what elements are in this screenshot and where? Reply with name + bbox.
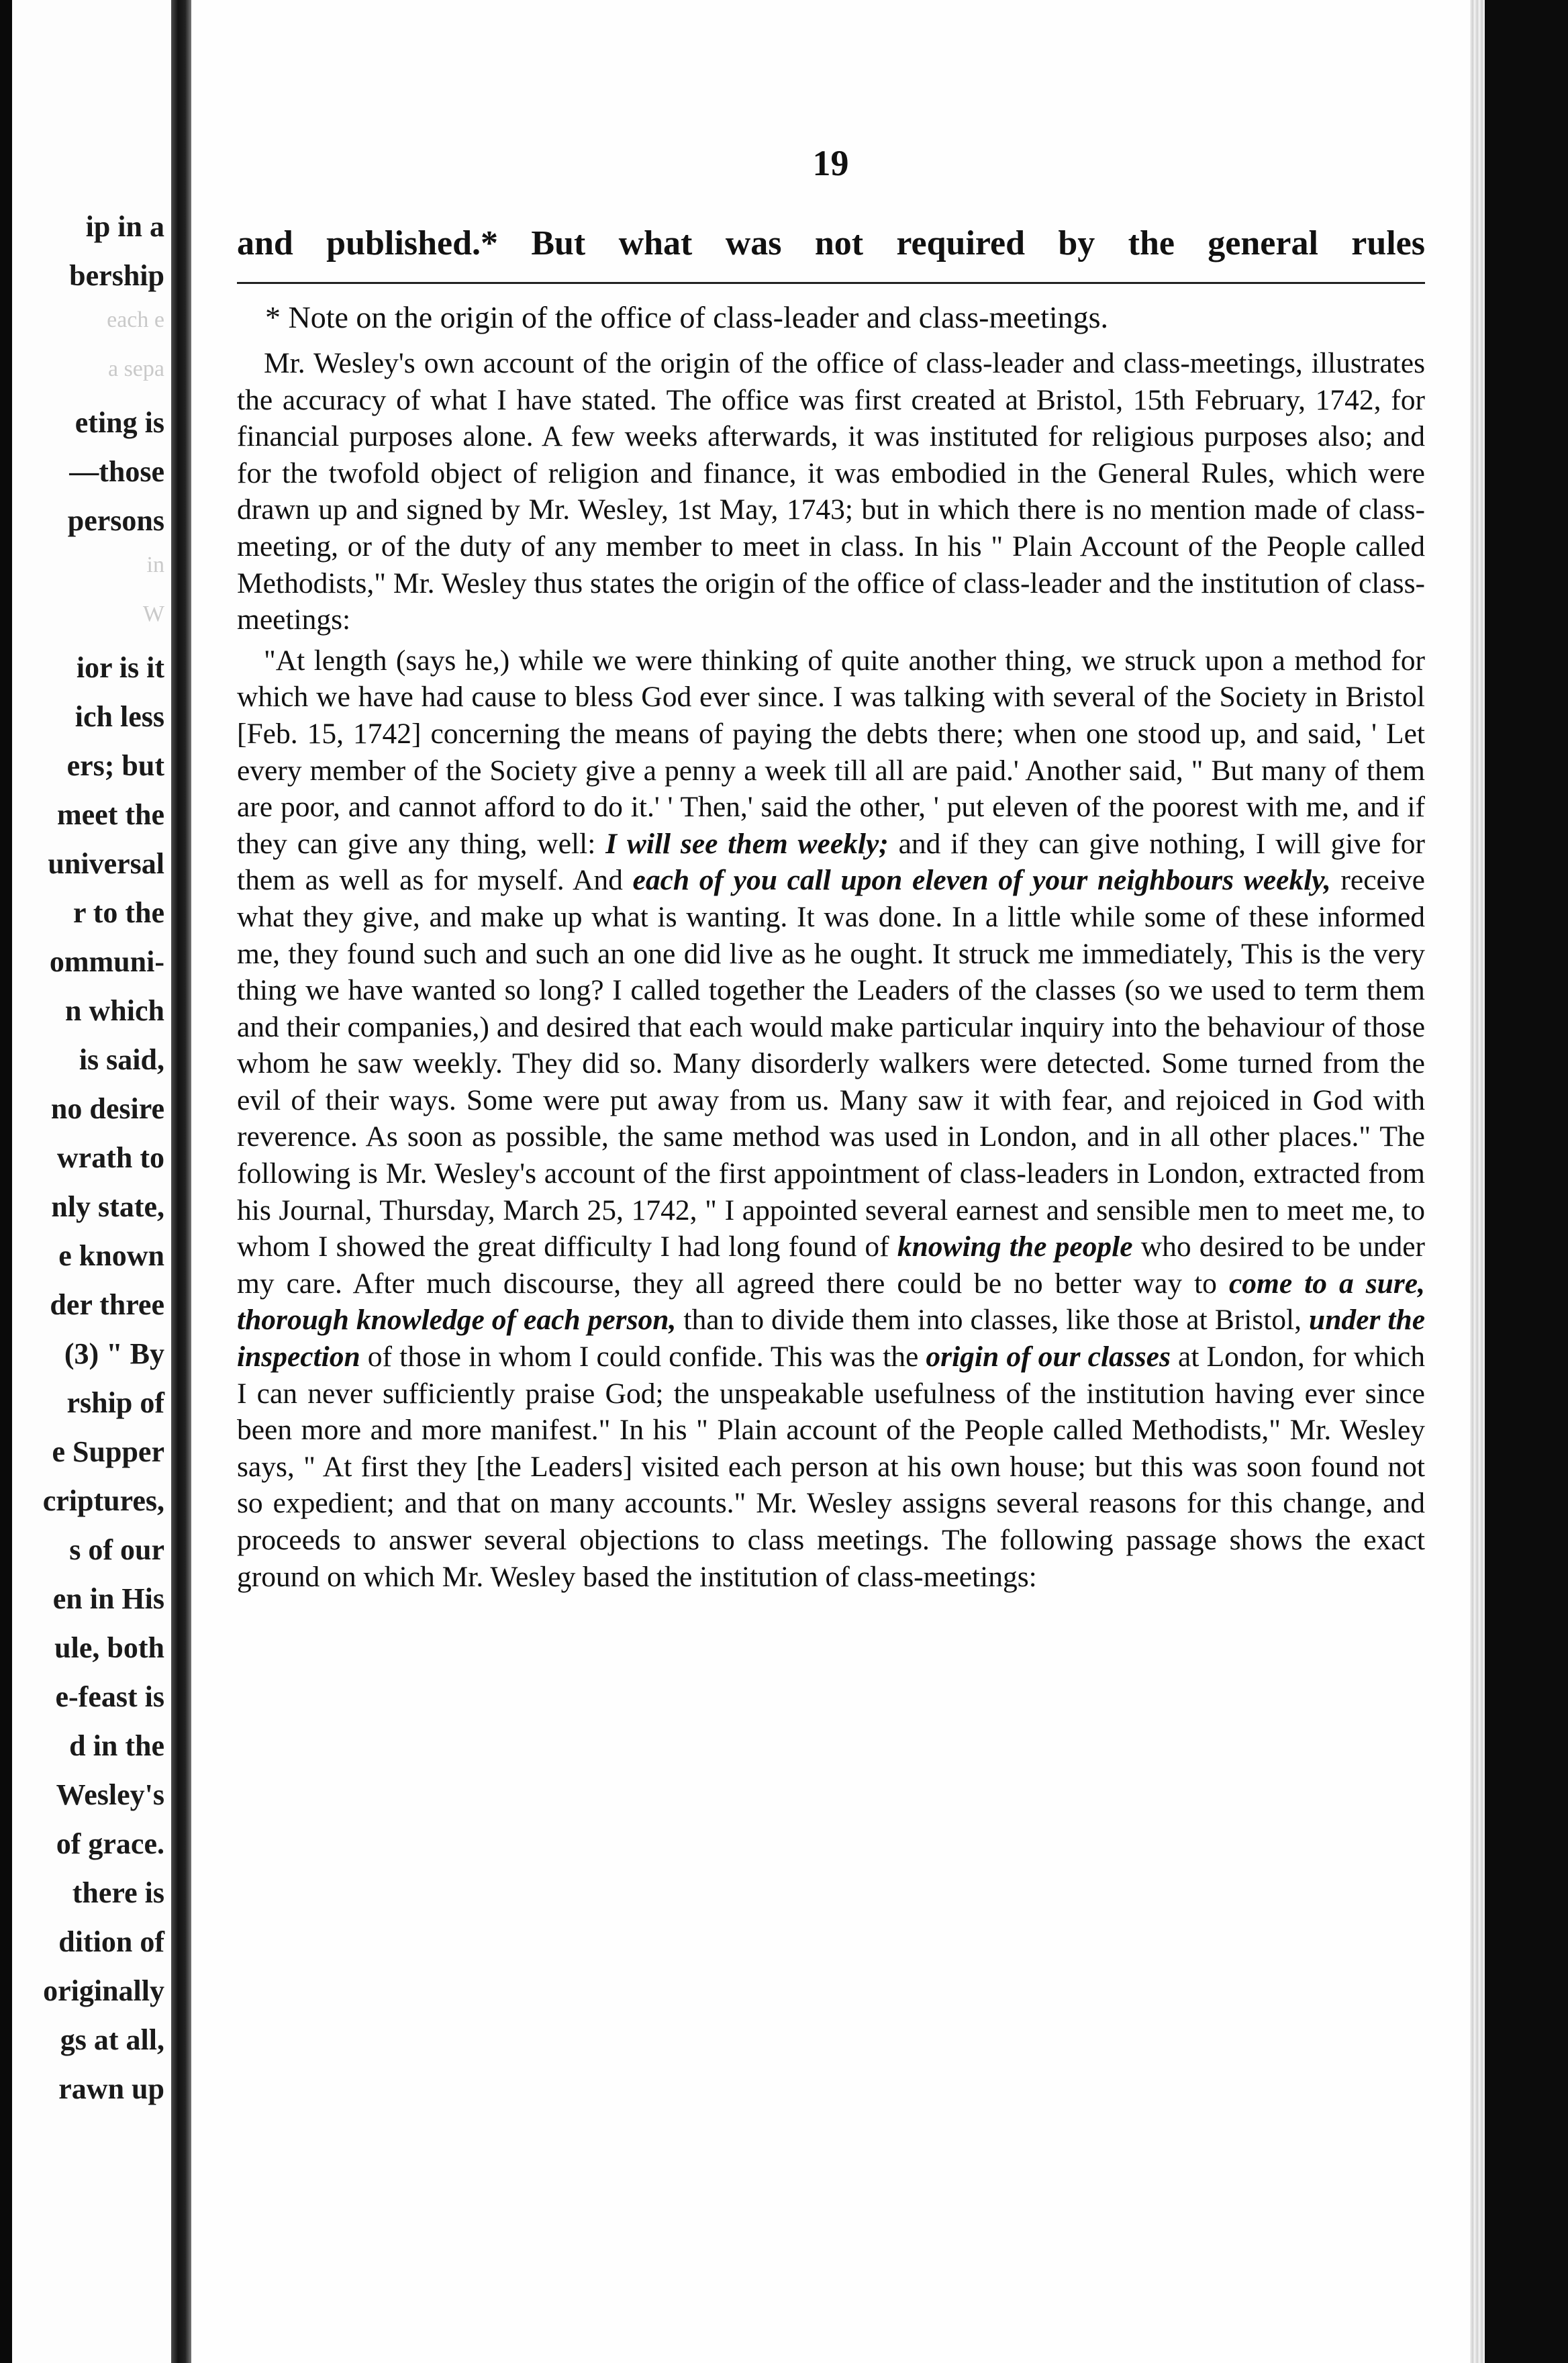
footnote-text: who desired to be under my care. After much discourse, they all agreed there could be no better way to (237, 1231, 1425, 1300)
facing-page-fragment (12, 0, 171, 2363)
facing-page-line: ip in a (85, 210, 164, 243)
footnote-emphasis: each of you call upon eleven of your neighbours weekly, (632, 864, 1331, 897)
footnote-text: of those in whom I could confide. This was the (360, 1341, 926, 1373)
footnote-text: at London, for which I can never sufficiently praise God; the unspeakable usefulness of the institution having ever since been more and more manifest." In his " Plain account of the People called Methodists," Mr. Wesley says, " At first they [the Leaders] visited each person at his own house; but this was soon found not so expedient; and that on many accounts." Mr. Wesley assigns several reasons for this change, and proceeds to answer several objections to class meetings. The following passage shows the exact ground on which Mr. Wesley based the institution of class-meetings: (237, 1341, 1425, 1593)
facing-page-line: a sepa (107, 356, 164, 381)
facing-page-line: en in His (52, 1582, 164, 1615)
footnote-emphasis: under the inspection (237, 1304, 1426, 1373)
footnote-emphasis: come to a sure, thorough knowledge of each person, (237, 1267, 1425, 1337)
facing-page-line: each e (107, 307, 164, 332)
footnote-body (237, 345, 1425, 1595)
facing-page-line: there is (72, 1876, 164, 1909)
facing-page-line: d in the (69, 1729, 164, 1762)
facing-page-line: universal (48, 847, 164, 880)
facing-page-line: meet the (56, 798, 164, 831)
facing-page-line: —those (69, 455, 164, 488)
facing-page-line: persons (67, 504, 164, 537)
facing-page-line: originally (43, 1974, 164, 2007)
facing-page-line: ich less (75, 700, 164, 733)
facing-page-line: ers; but (66, 749, 164, 782)
footnote-paragraph-2 (237, 642, 1425, 1595)
footnote-paragraph-1: Mr. Wesley's own account of the origin of the office of class-leader and class-meetings, illustrates the accuracy of what I have stated. The office was first created at Bristol, 15th February, 1742, for financial purposes alone. A few weeks afterwards, it was instituted for religious purposes also; and for the twofold object of religion and finance, it was embodied in the General Rules, which were drawn up and signed by Mr. Wesley, 1st May, 1743; but in which there is no mention made of class-meeting, or of the duty of any member to meet in class. In his " Plain Account of the People called Methodists," Mr. Wesley thus states the origin of the office of class-leader and the institution of class-meetings: (237, 347, 1425, 636)
footnote-text: "At length (says he,) while we were thinking of quite another thing, we struck upon a method for which we have had cause to bless God ever since. I was talking with several of the Society in Bristol [Feb. 15, 1742] concerning the means of paying the debts there; when one stood up, and said, ' Let every member of the Society give a penny a week till all are paid.' Another said, " But many of them are poor, and cannot afford to do it.' ' Then,' said the other, ' put eleven of the poorest with me, and if they can give any thing, well: (237, 644, 1425, 860)
facing-page-line: rawn up (58, 2072, 164, 2105)
facing-page-line: (3) " By (64, 1337, 164, 1370)
footnote-heading: * Note on the origin of the office of class-leader and class-meetings. (265, 300, 1109, 334)
footnote-emphasis: knowing the people (897, 1231, 1133, 1263)
facing-page-line: rship of (66, 1386, 164, 1419)
footnote-emphasis: origin of our classes (926, 1341, 1171, 1373)
footnote-text: receive what they give, and make up what is wanting. It was done. In a little while some of these informed me, they found such and such an one did live as he ought. It struck me immediately, This is the very thing we have wanted so long? I called together the Leaders of the classes (so we used to term them and their companies,) and desired that each would make particular inquiry into the behaviour of those whom he saw weekly. They did so. Many disorderly walkers were detected. Some turned from the evil of their ways. Some were put away from us. Many saw it with fear, and rejoiced in God with reverence. As soon as possible, the same method was used in London, and in all other places." The following is Mr. Wesley's account of the first appointment of class-leaders in London, extracted from his Journal, Thursday, March 25, 1742, " I appointed several earnest and sensible men to meet me, to whom I showed the great difficulty I had long found of (237, 864, 1425, 1263)
facing-page-line: bership (69, 259, 164, 292)
facing-page-line: of grace. (56, 1827, 164, 1860)
book-page (191, 0, 1470, 2363)
facing-page-line: e Supper (52, 1435, 164, 1468)
body-text-line: and published.* But what was not required by the general rules (237, 224, 1425, 262)
footnote-text: than to divide them into classes, like those at Bristol, (676, 1304, 1310, 1337)
binding-edge-right (1485, 0, 1568, 2363)
facing-page-line: criptures, (42, 1484, 164, 1517)
facing-page-line: r to the (72, 896, 164, 929)
book-gutter (171, 0, 191, 2363)
facing-page-line: wrath to (56, 1141, 164, 1174)
facing-page-line: is said, (79, 1043, 164, 1076)
facing-page-line: der three (50, 1288, 164, 1321)
footnote-text: and if they can give nothing, I will give for them as well as for myself. And (237, 827, 1425, 897)
page-number: 19 (812, 143, 849, 183)
facing-page-line: s of our (69, 1533, 164, 1566)
facing-page-line: eting is (75, 406, 164, 439)
facing-page-line: no desire (50, 1092, 164, 1125)
facing-page-line: in (146, 552, 164, 577)
facing-page-line: ommuni- (49, 945, 164, 978)
footnote-rule (237, 282, 1425, 284)
binding-edge-left (0, 0, 12, 2363)
facing-page-line: W (142, 601, 164, 626)
footnote-emphasis: I will see them weekly; (605, 827, 889, 860)
facing-page-line: ule, both (54, 1631, 164, 1664)
facing-page-line: e known (58, 1239, 164, 1272)
facing-page-line: e-feast is (55, 1680, 164, 1713)
facing-page-line: ior is it (76, 651, 164, 684)
facing-page-line: nly state, (51, 1190, 164, 1223)
facing-page-line: Wesley's (56, 1778, 164, 1811)
facing-page-line: gs at all, (60, 2023, 164, 2056)
facing-page-line: n which (65, 994, 164, 1027)
facing-page-line: dition of (58, 1925, 164, 1958)
